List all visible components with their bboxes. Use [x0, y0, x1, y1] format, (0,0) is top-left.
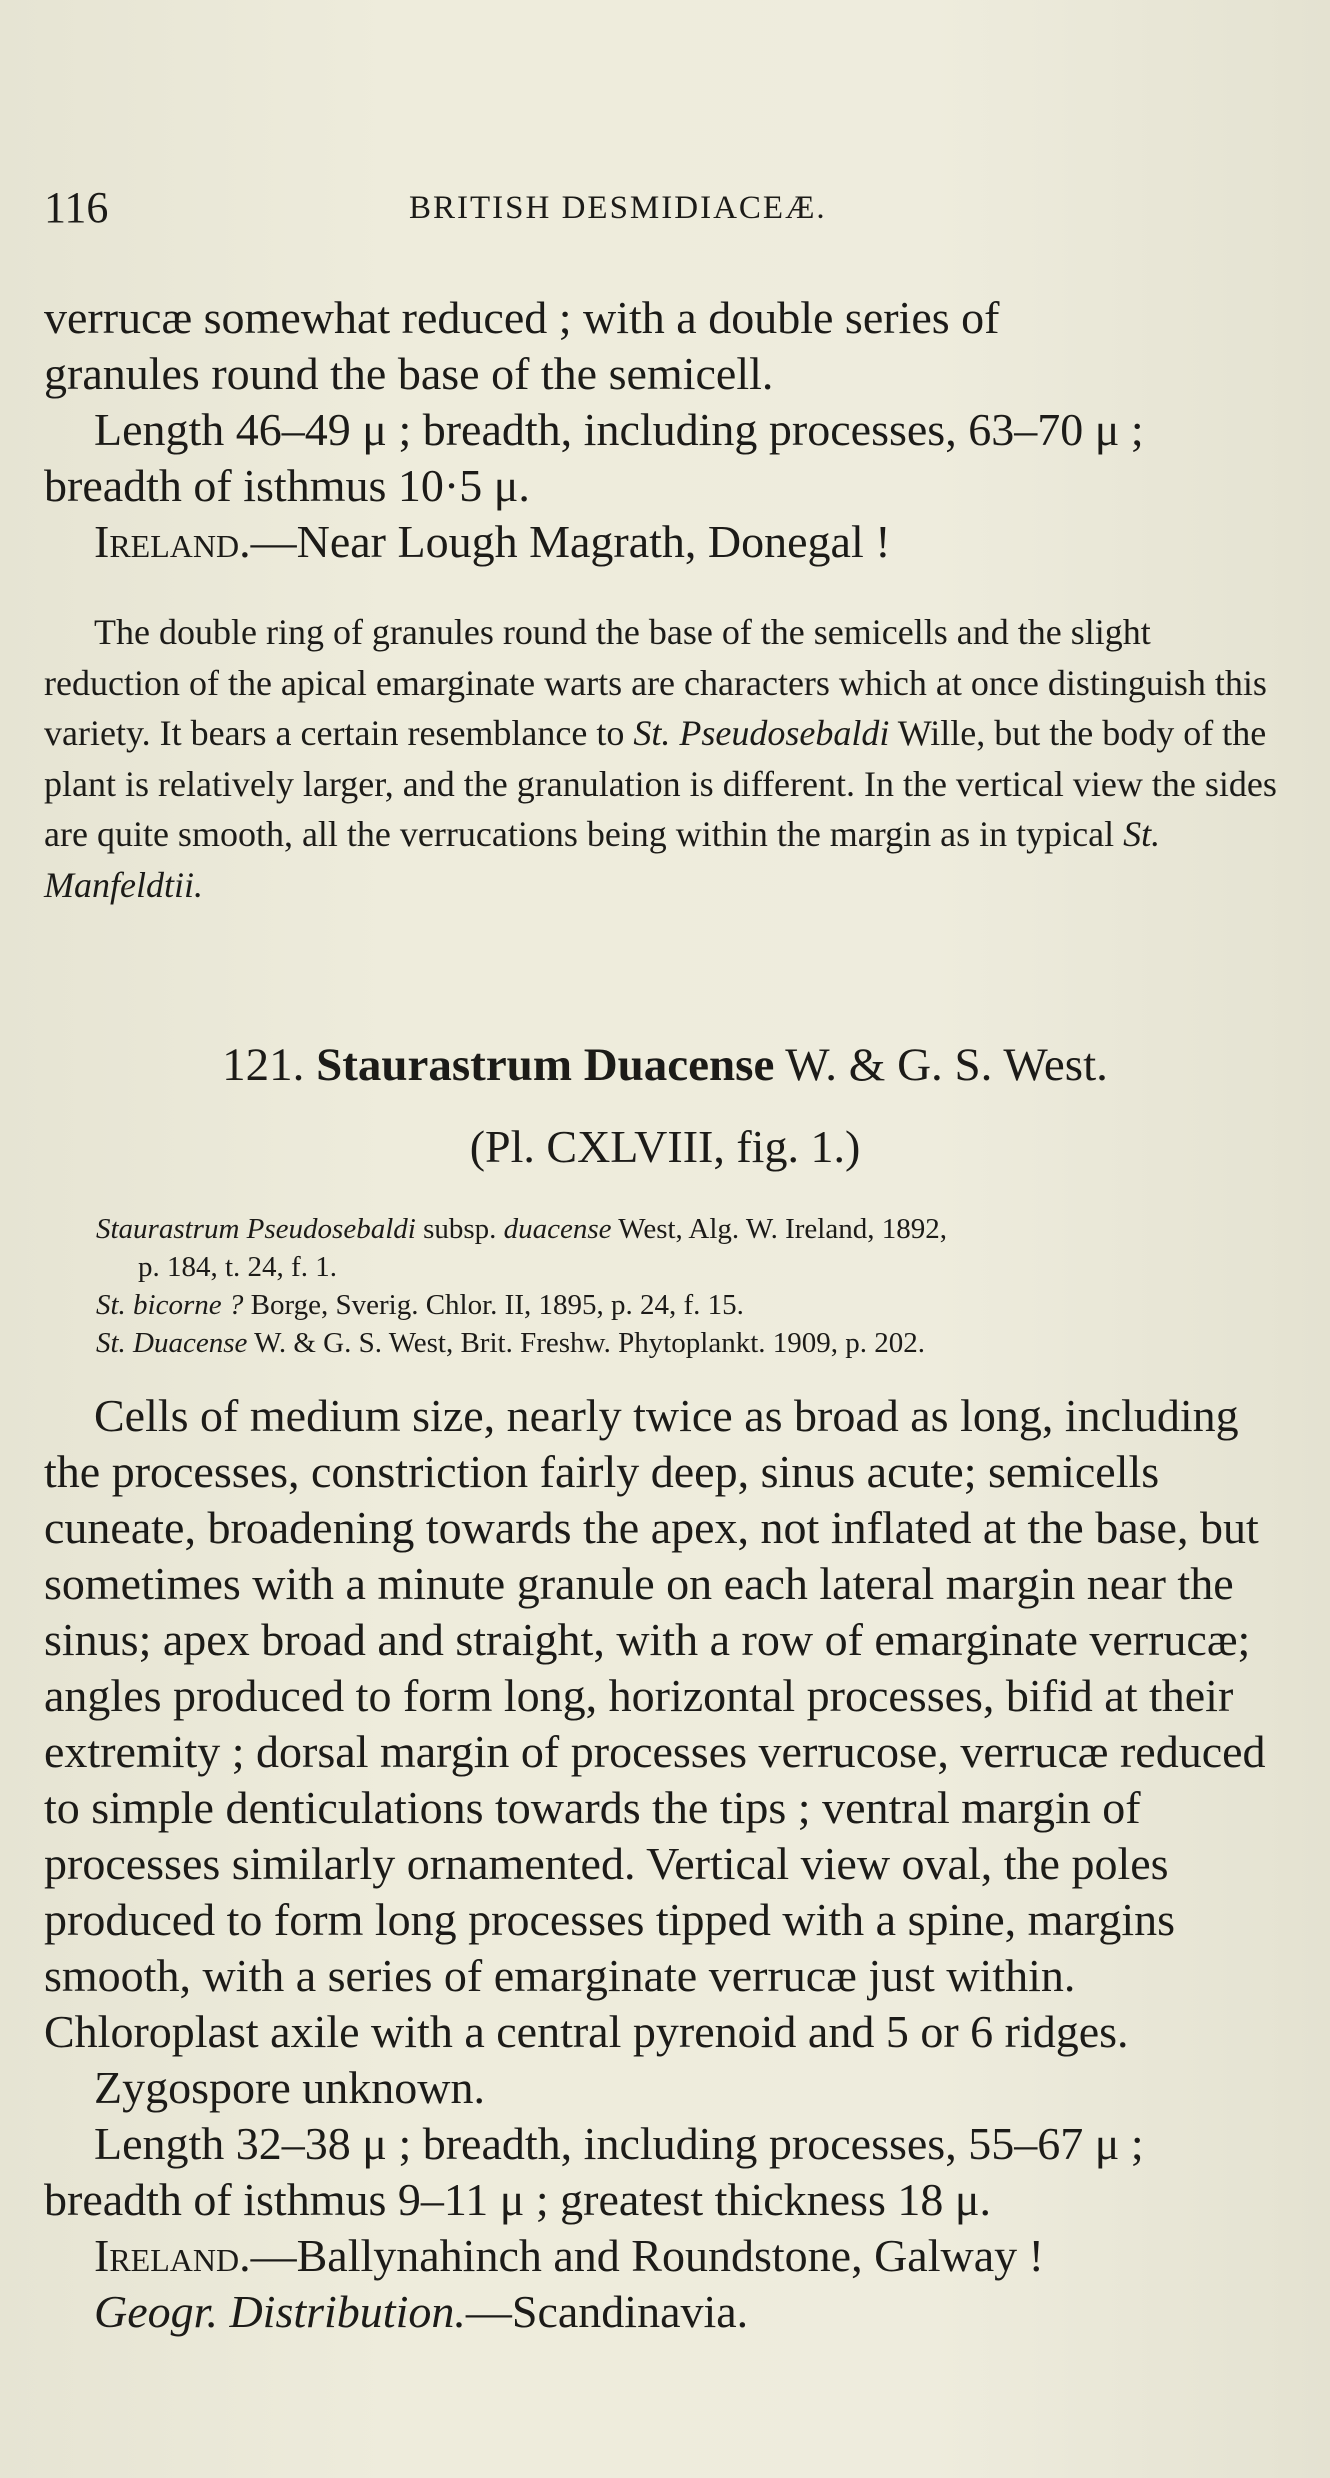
synonym-epithet: duacense [503, 1213, 612, 1245]
synonym-rank: subsp. [415, 1213, 504, 1245]
measurements-line: breadth of isthmus 9–11 μ ; greatest thickness 18 μ. [44, 2174, 992, 2225]
plate-reference: (Pl. CXLVIII, fig. 1.) [469, 1121, 861, 1172]
species-name: Staurastrum Duacense [316, 1039, 775, 1091]
synonym-reference: W. & G. S. West, Brit. Freshw. Phytoplankt. 1909, p. 202. [247, 1327, 925, 1359]
previous-species-continuation [44, 290, 1280, 570]
distribution-text: —Scandinavia. [465, 2286, 749, 2337]
note-text: Wille, but the body of the plant is relatively larger, and the granulation is different. In the vertical view the sides are quite smooth, all the verrucations being within the margin as in typical [44, 713, 1277, 854]
description-line: granules round the base of the semicell. [44, 348, 774, 399]
synonym-name: Staurastrum Pseudosebaldi [96, 1213, 416, 1245]
measurements-line: Length 32–38 μ ; breadth, including processes, 55–67 μ ; [94, 2118, 1144, 2169]
page-number: 116 [44, 183, 109, 232]
synonym-name: St. bicorne ? [96, 1289, 244, 1321]
distribution-label: Geogr. Distribution. [94, 2286, 466, 2337]
note-taxon: St. Pseudosebaldi [633, 713, 890, 753]
distribution-line [44, 2284, 1280, 2340]
synonym-entry [96, 1286, 1280, 1324]
locality-text: —Near Lough Magrath, Donegal ! [250, 516, 891, 567]
zygospore-line: Zygospore unknown. [94, 2062, 485, 2113]
page-header [44, 182, 1234, 242]
locality-line [44, 2228, 1280, 2284]
species-number: 121. [222, 1039, 305, 1091]
synonym-entry [96, 1210, 1280, 1248]
species-authority: W. & G. S. West. [785, 1039, 1108, 1091]
synonym-reference: West, Alg. W. Ireland, 1892, [611, 1213, 947, 1245]
synonymy [96, 1210, 1280, 1362]
note-text: The double ring of granules round the base of the semicells and the slight reduction of the apical emarginate warts are characters which at once distinguish this variety. It bears a certain resemblance to [44, 612, 1267, 753]
synonym-name: St. Duacense [96, 1327, 248, 1359]
measurements-line: breadth of isthmus 10·5 μ. [44, 460, 530, 511]
locality-text: —Ballynahinch and Roundstone, Galway ! [250, 2230, 1044, 2281]
measurements-line: Length 46–49 μ ; breadth, including processes, 63–70 μ ; [94, 404, 1144, 455]
locality-line [44, 514, 1280, 570]
locality-label: Ireland. [94, 516, 251, 567]
note-paragraph [44, 607, 1280, 910]
synonym-reference: Borge, Sverig. Chlor. II, 1895, p. 24, f. 15. [243, 1289, 744, 1321]
description-line: verrucæ somewhat reduced ; with a double series of [44, 292, 1000, 343]
commentary-note [44, 607, 1280, 910]
species-heading [0, 1038, 1330, 1092]
synonym-entry [96, 1324, 1280, 1362]
locality-label: Ireland. [94, 2230, 251, 2281]
note-taxon: St. Manfeldtii. [44, 814, 1161, 905]
running-head: BRITISH DESMIDIACEÆ. [409, 190, 827, 226]
description-paragraph: Cells of medium size, nearly twice as broad as long, including the processes, constriction fairly deep, sinus acute; semicells cuneate, broadening towards the apex, not inflated at the base, but sometimes with a minute granule on each lateral margin near the sinus; apex broad and straight, with a row of emarginate verrucæ; angles produced to form long, horizontal processes, bifid at their extremity ; dorsal margin of processes verrucose, verrucæ reduced to simple denticulations towards the tips ; ventral margin of processes similarly ornamented. Vertical view oval, the poles produced to form long processes tipped with a spine, margins smooth, with a series of emarginate verrucæ just within. Chloroplast axile with a central pyrenoid and 5 or 6 ridges. [44, 1390, 1266, 2057]
species-description [44, 1388, 1280, 2340]
synonym-reference-continuation: p. 184, t. 24, f. 1. [138, 1251, 337, 1283]
